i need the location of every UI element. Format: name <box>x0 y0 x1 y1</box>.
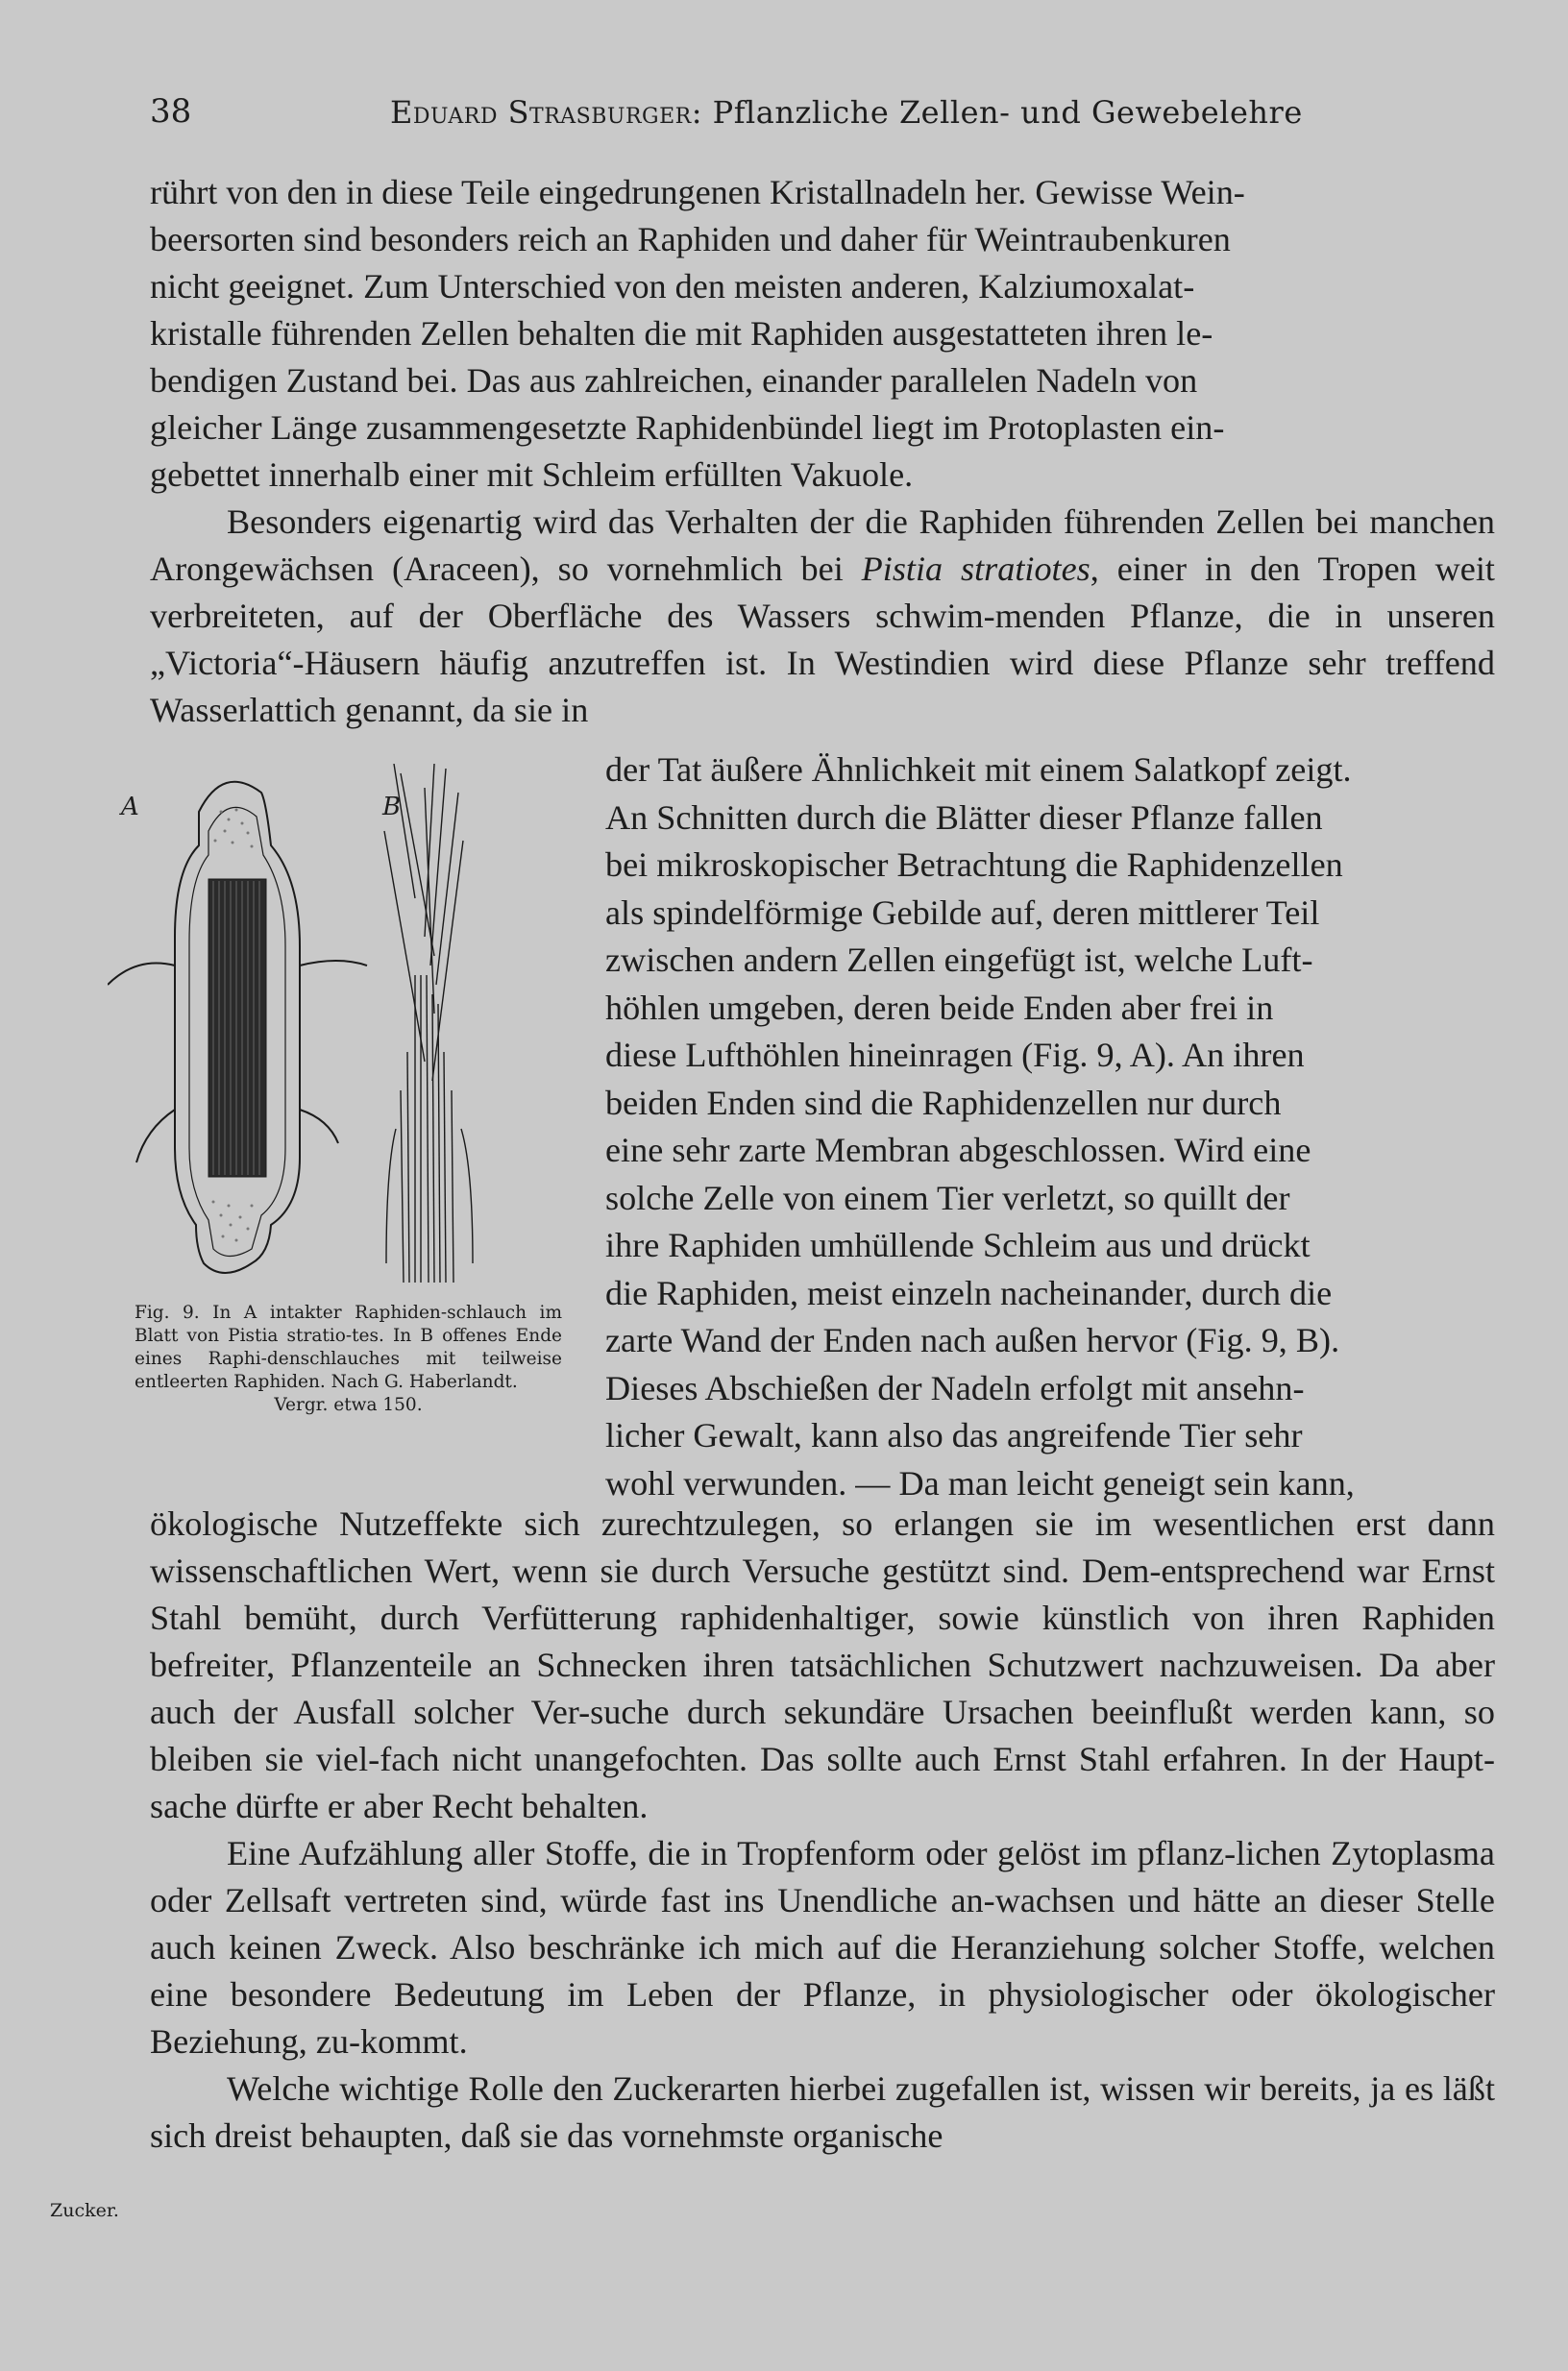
caption-text: Fig. 9. In A intakter Raphiden-schlauch im Blatt von Pistia stratio-tes. In B offenes Ende eines Raphi-denschlauches mit teilweise entleerten Raphiden. Nach G. Haberlandt. <box>135 1303 562 1392</box>
running-header <box>150 92 1491 150</box>
text-line: diese Lufthöhlen hineinragen (Fig. 9, A). An ihren <box>605 1036 1305 1074</box>
text-line: zarte Wand der Enden nach außen hervor (Fig. 9, B). <box>605 1321 1340 1359</box>
text-line: licher Gewalt, kann also das angreifende Tier sehr <box>605 1416 1303 1454</box>
paragraph-text: , einer in den Tropen weit verbreiteten, auf der Oberfläche des Wassers schwim-menden Pflanze, die in unseren „Victoria“-Häusern häufig anzutreffen ist. In Westindien wird diese Pflanze sehr treffend Wasserlattich genannt, da sie in <box>150 550 1495 729</box>
paragraph-text: Besonders eigenartig wird das Verhalten der die Raphiden führenden Zellen bei manchen Arongewächsen (Araceen), so vornehmlich bei <box>150 502 1495 588</box>
text-line: solche Zelle von einem Tier verletzt, so quillt der <box>605 1178 1290 1217</box>
text-line: höhlen umgeben, deren beide Enden aber frei in <box>605 988 1274 1027</box>
text-line: ihre Raphiden umhüllende Schleim aus und drückt <box>605 1226 1311 1264</box>
text-line: beiden Enden sind die Raphidenzellen nur durch <box>605 1083 1282 1122</box>
paragraph <box>150 499 1495 734</box>
paragraph: Welche wichtige Rolle den Zuckerarten hierbei zugefallen ist, wissen wir bereits, ja es läßt sich dreist behaupten, daß sie das vornehmste organische <box>150 2069 1495 2155</box>
text-line: bendigen Zustand bei. Das aus zahlreichen, einander parallelen Nadeln von <box>150 361 1198 400</box>
paragraph: Eine Aufzählung aller Stoffe, die in Tropfenform oder gelöst im pflanz-lichen Zytoplasma oder Zellsaft vertreten sind, würde fast ins Unendliche an-wachsen und hätte an dieser Stelle auch keinen Zweck. Also beschränke ich mich auf die Heranziehung solcher Stoffe, welchen eine besondere Bedeutung im Leben der Pflanze, in physiologischer oder ökologischer Beziehung, zu-kommt. <box>150 1834 1495 2061</box>
text-line: gebettet innerhalb einer mit Schleim erfüllten Vakuole. <box>150 455 914 494</box>
text-line: eine sehr zarte Membran abgeschlossen. Wird eine <box>605 1131 1311 1169</box>
figure-label-a: A <box>121 793 139 821</box>
text-line: nicht geeignet. Zum Unterschied von den meisten anderen, Kalziumoxalat- <box>150 267 1195 306</box>
margin-note: Zucker. <box>50 2200 119 2221</box>
text-line: bei mikroskopischer Betrachtung die Raphidenzellen <box>605 845 1343 884</box>
text-line: beersorten sind besonders reich an Raphiden und daher für Weintraubenkuren <box>150 220 1231 258</box>
figure-label-b: B <box>382 793 402 821</box>
text-line: Dieses Abschießen der Nadeln erfolgt mit ansehn- <box>605 1368 1305 1407</box>
page-number: 38 <box>150 92 192 131</box>
text-line: als spindelförmige Gebilde auf, deren mittlerer Teil <box>605 892 1320 932</box>
text-line: gleicher Länge zusammengesetzte Raphidenbündel liegt im Protoplasten ein- <box>150 408 1225 447</box>
text-line: rührt von den in diese Teile eingedrungenen Kristallnadeln her. Gewisse Wein- <box>150 173 1245 211</box>
text-block-top <box>150 169 1495 734</box>
species-name: Pistia stratiotes <box>861 550 1090 588</box>
running-title <box>390 94 1303 131</box>
text-line: wohl verwunden. — Da man leicht geneigt sein kann, <box>605 1463 1355 1503</box>
text-block-bottom <box>150 1501 1495 2160</box>
raphide-illustration <box>108 764 588 1302</box>
author-name: Eduard Strasburger <box>390 94 692 131</box>
figure-caption <box>135 1302 562 1417</box>
paragraph: ökologische Nutzeffekte sich zurechtzulegen, so erlangen sie im wesentlichen erst dann wissenschaftlichen Wert, wenn sie durch Versuche gestützt sind. Dem-entsprechend war Ernst Stahl bemüht, durch Verfütterung raphidenhaltiger, sowie künstlich von ihren Raphiden befreiter, Pflanzenteile an Schnecken ihren tatsächlichen Schutzwert nachzuweisen. Da aber auch der Ausfall solcher Ver-suche durch sekundäre Ursachen beeinflußt werden kann, so bleiben sie viel-fach nicht unangefochten. Das sollte auch Ernst Stahl erfahren. In der Haupt-sache dürfte er aber Recht behalten. <box>150 1504 1495 1825</box>
text-line: zwischen andern Zellen eingefügt ist, welche Luft- <box>605 941 1313 979</box>
book-title: : Pflanzliche Zellen- und Gewebelehre <box>691 94 1303 131</box>
text-line: die Raphiden, meist einzeln nacheinander, durch die <box>605 1273 1333 1312</box>
text-line: kristalle führenden Zellen behalten die mit Raphiden ausgestatteten ihren le- <box>150 314 1213 353</box>
caption-magnification: Vergr. etwa 150. <box>274 1395 423 1415</box>
figure-9 <box>108 764 588 1302</box>
text-line: der Tat äußere Ähnlichkeit mit einem Salatkopf zeigt. <box>605 750 1352 789</box>
text-line: An Schnitten durch die Blätter dieser Pflanze fallen <box>605 797 1323 837</box>
text-block-wrap <box>605 746 1495 1507</box>
